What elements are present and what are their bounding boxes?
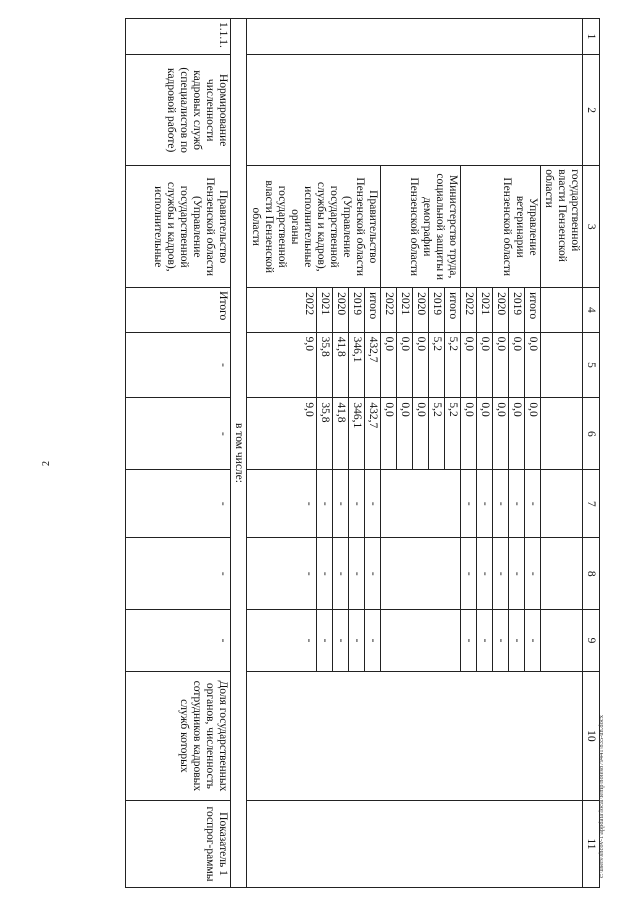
table-row: 2020 0,0 0,0 — [413, 19, 429, 888]
executor-name: Министерство труда, социальной защиты и демографии Пензенской области — [381, 166, 461, 288]
item-executor: Правительство Пензенской области (Управление государственной службы и кадров), исполнительные — [126, 166, 231, 288]
table-row: Правительство Пензенской области (Управление государственной службы и кадров), исполнительные органы государственной власти Пензенской области итого 432,7 432,7 - - - — [365, 19, 381, 888]
col-num-10: 10 — [583, 671, 600, 800]
table-row: 2022 0,0 0,0 - - - — [461, 19, 477, 888]
footer-file-path: c:\users\shcov-1\appdata\local\temp\notes879441\835-un.docx — [598, 714, 605, 878]
table-row: 2020 41,8 41,8 - - - — [333, 19, 349, 888]
col-num-9: 9 — [583, 610, 600, 671]
in-that-number-label: в том числе: — [231, 19, 247, 888]
column-number-row — [583, 19, 600, 888]
table-row: 2021 0,0 0,0 — [397, 19, 413, 888]
col-num-11: 11 — [583, 801, 600, 888]
table-row: Министерство труда, социальной защиты и демографии Пензенской области итого 5,2 5,2 — [445, 19, 461, 888]
table-row: Управление ветеринарии Пензенской области итого 0,0 0,0 - - - — [525, 19, 541, 888]
table-row: 2022 9,0 9,0 - - - — [247, 19, 317, 888]
table-row: 2022 0,0 0,0 — [381, 19, 397, 888]
col-num-2: 2 — [583, 55, 600, 166]
executor-name: Правительство Пензенской области (Управление государственной службы и кадров), исполнительные органы государственной власти Пензенской области — [247, 166, 381, 288]
col-num-6: 6 — [583, 398, 600, 470]
program-indicator: Показатель 1 госпрог-раммы — [126, 801, 231, 888]
program-table — [125, 18, 600, 888]
col-num-8: 8 — [583, 538, 600, 610]
table-row: 2020 0,0 0,0 - - - — [493, 19, 509, 888]
col-num-4: 4 — [583, 288, 600, 333]
col-num-1: 1 — [583, 19, 600, 55]
table-row: 2021 35,8 35,8 - - - — [317, 19, 333, 888]
table-row: 2019 0,0 0,0 - - - — [509, 19, 525, 888]
table-row: 2021 0,0 0,0 - - - — [477, 19, 493, 888]
col-num-7: 7 — [583, 470, 600, 538]
org-name: государственной власти Пензенской области — [541, 166, 583, 288]
executor-name: Управление ветеринарии Пензенской области — [461, 166, 541, 288]
rotated-table-wrapper — [100, 18, 600, 888]
org-continuation-row — [541, 19, 583, 888]
col-num-3: 3 — [583, 166, 600, 288]
item-name: Нормирование численности кадровых служб (специалистов по кадровой работе) — [126, 55, 231, 166]
item-number: 1.1.1. — [126, 19, 231, 55]
indicator-description: Доля государственных органов, численность сотрудников кадровых служб которых — [126, 671, 231, 800]
table-row: 1.1.1. Нормирование численности кадровых служб (специалистов по кадровой работе) Правительство Пензенской области (Управление государственной службы и кадров), исполнительные Итого - - - - - Доля государственных органов, численность сотрудников кадровых служб которых Показатель 1 госпрог-раммы — [126, 19, 231, 888]
page-number: 2 — [41, 461, 52, 466]
table-row: 2019 346,1 346,1 - - - — [349, 19, 365, 888]
subheading-row — [231, 19, 247, 888]
col-num-5: 5 — [583, 332, 600, 398]
table-row: 2019 5,2 5,2 — [429, 19, 445, 888]
